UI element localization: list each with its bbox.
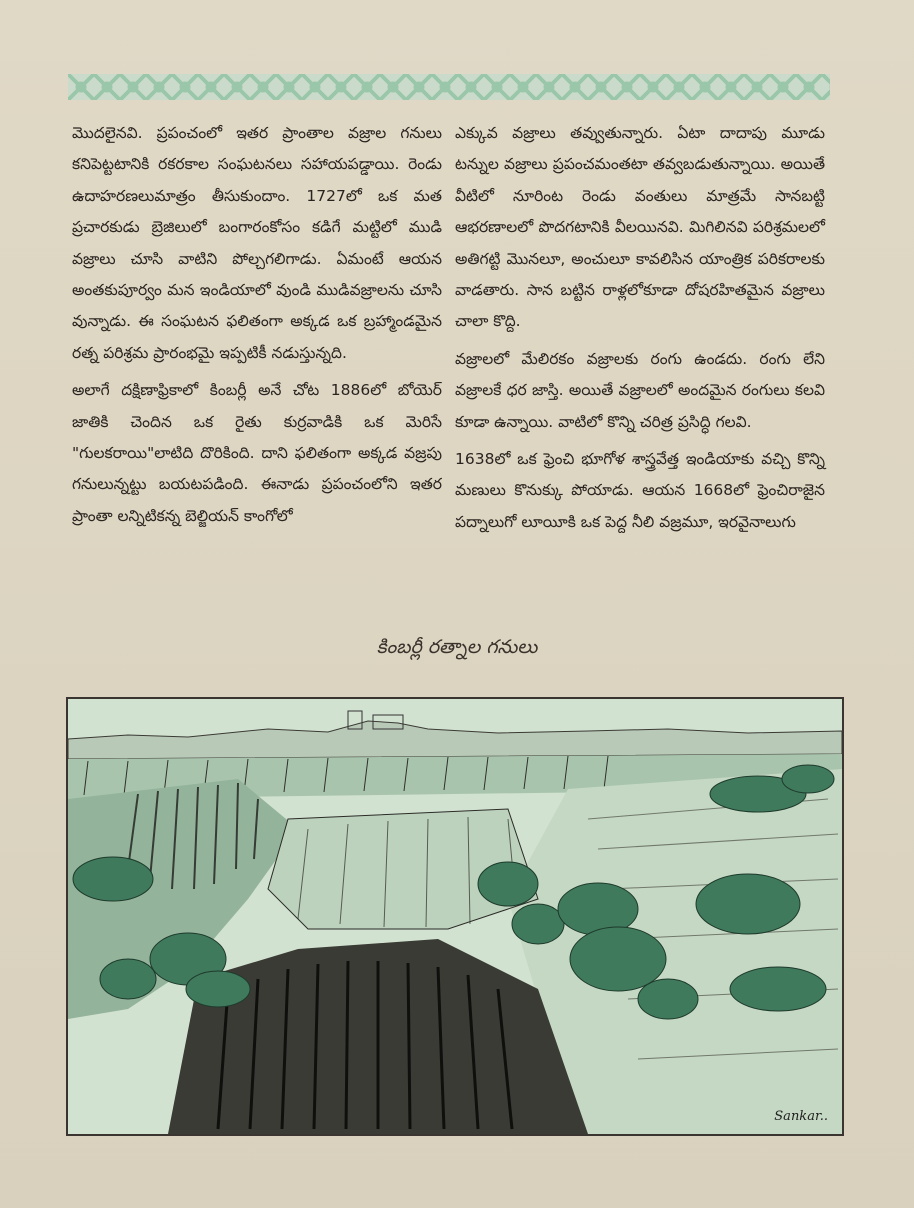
decorative-border: [68, 74, 830, 100]
right-column: [455, 118, 825, 544]
mine-illustration: [66, 697, 844, 1136]
left-column: [72, 118, 442, 538]
left-paragraph-2: అలాగే దక్షిణాఫ్రికాలో కింబర్లీ అనే చోట 1886లో బోయెర్ జాతికి చెందిన ఒక రైతు కుర్రవాడికి ఒక మెరిసే "గులకరాయి"లాటిది దొరికింది. దాని ఫలితంగా అక్కడ వజ్రపు గనులున్నట్టు బయటపడింది. ఈనాడు ప్రపంచంలోని ఇతర ప్రాంతా లన్నిటికన్న బెల్జియన్ కాంగోలో: [72, 381, 442, 525]
artist-signature: Sankar..: [774, 1109, 828, 1124]
right-paragraph-3: 1638లో ఒక ఫ్రెంచి భూగోళ శాస్త్రవేత్త ఇండియాకు వచ్చి కొన్ని మణులు కొనుక్కు పోయాడు. ఆయన 1668లో ఫ్రెంచిరాజైన పద్నాలుగో లూయీకి ఒక పెద్ద నీలి వజ్రమూ, ఇరవైనాలుగు: [455, 450, 825, 531]
right-paragraph-2: వజ్రాలలో మేలిరకం వజ్రాలకు రంగు ఉండదు. రంగు లేని వజ్రాలకే ధర జాస్తి. అయితే వజ్రాలలో అందమైన రంగులు కలవి కూడా ఉన్నాయి. వాటిలో కొన్ని చరిత్ర ప్రసిద్ధి గలవి.: [455, 349, 825, 431]
figure-caption: కింబర్లీ రత్నాల గనులు: [376, 636, 538, 658]
right-paragraph-1: ఎక్కువ వజ్రాలు తవ్వుతున్నారు. ఏటా దాదాపు మూడు టన్నుల వజ్రాలు ప్రపంచమంతటా తవ్వబడుతున్నాయి. అయితే వీటిలో నూరింట రెండు వంతులు మాత్రమే సానబట్టి ఆభరణాలలో పొదగటానికి వీలయినవి. మిగిలినవి పరిశ్రమలలో అతిగట్టి మొనలూ, అంచులూ కావలిసిన యాంత్రిక పరికరాలకు వాడతారు. సాన బట్టిన రాళ్లలోకూడా దోషరహితమైన వజ్రాలు చాలా కొద్ది.: [455, 124, 825, 331]
left-paragraph-1: మొదలైనవి. ప్రపంచంలో ఇతర ప్రాంతాల వజ్రాల గనులు కనిపెట్టటానికి రకరకాల సంఘటనలు సహాయపడ్డాయి. రెండు ఉదాహరణలుమాత్రం తీసుకుందాం. 1727లో ఒక మత ప్రచారకుడు బ్రెజిలులో బంగారంకోసం కడిగే మట్టిలో ముడి వజ్రాలు చూసి వాటిని పోల్చగలిగాడు. ఏమంటే ఆయన అంతకుపూర్వం మన ఇండియాలో వుండి ముడివజ్రాలను చూసి వున్నాడు. ఈ సంఘటన ఫలితంగా అక్కడ ఒక బ్రహ్మాండమైన రత్న పరిశ్రమ ప్రారంభమై ఇప్పటికీ నడుస్తున్నది.: [72, 124, 442, 362]
illustration-svg: [68, 699, 842, 1134]
